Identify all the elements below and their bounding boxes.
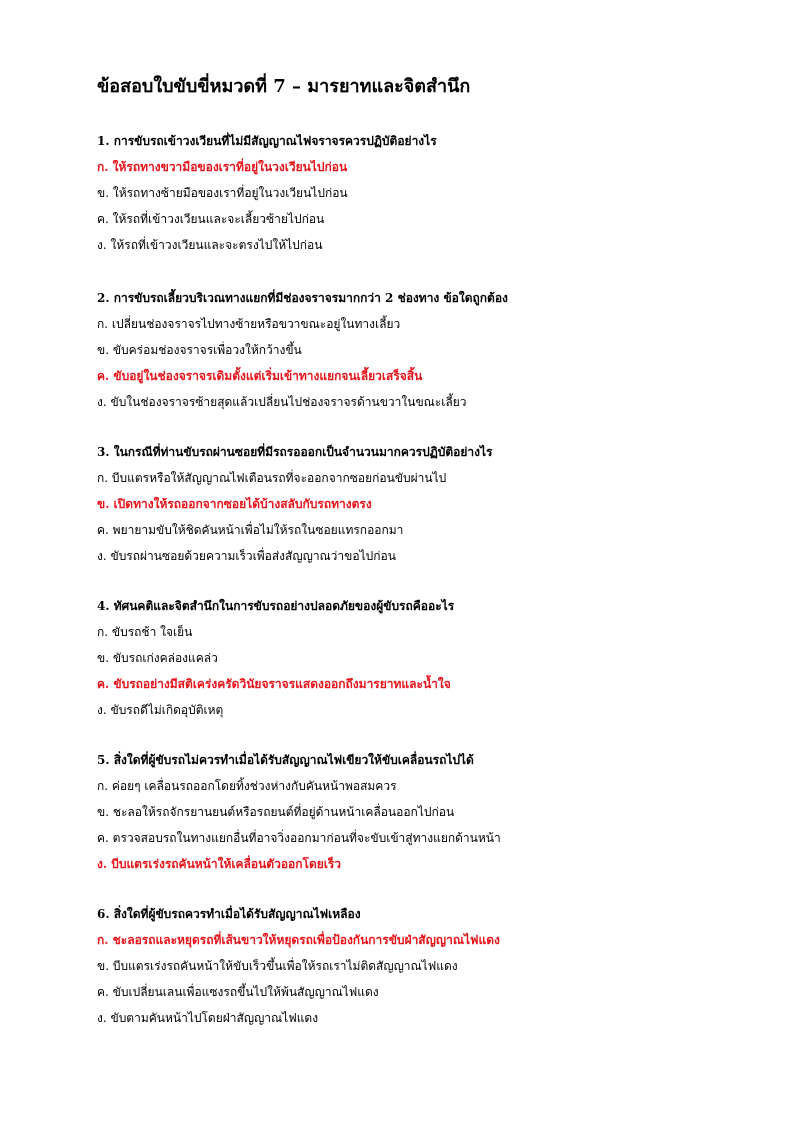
question-text: 1. การขับรถเข้าวงเวียนที่ไม่มีสัญญาณไฟจราจรควรปฏิบัติอย่างไร — [97, 134, 437, 148]
answer-option: ง. ขับรถผ่านซอยด้วยความเร็วเพื่อส่งสัญญาณว่าขอไปก่อน — [97, 549, 396, 563]
answer-option: ก. ค่อยๆ เคลื่อนรถออกโดยทิ้งช่วงห่างกับคันหน้าพอสมควร — [97, 779, 397, 793]
question-text: 2. การขับรถเลี้ยวบริเวณทางแยกที่มีช่องจราจรมากกว่า 2 ช่องทาง ข้อใดถูกต้อง — [97, 291, 508, 305]
answer-option: ง. ให้รถที่เข้าวงเวียนและจะตรงไปให้ไปก่อน — [97, 238, 323, 252]
correct-answer-option: ค. ขับอยู่ในช่องจราจรเดิมตั้งแต่เริ่มเข้าทางแยกจนเลี้ยวเสร็จสิ้น — [97, 369, 423, 383]
answer-option: ค. ขับเปลี่ยนเลนเพื่อแซงรถขึ้นไปให้พ้นสัญญาณไฟแดง — [97, 985, 379, 999]
answer-option: ก. บีบแตรหรือให้สัญญาณไฟเตือนรถที่จะออกจากซอยก่อนขับผ่านไป — [97, 471, 447, 485]
question-5 — [97, 747, 757, 877]
answer-option: ข. ขับรถเก่งคล่องแคล่ว — [97, 651, 218, 665]
answer-option: ค. ให้รถที่เข้าวงเวียนและจะเลี้ยวซ้ายไปก่อน — [97, 212, 325, 226]
question-4 — [97, 593, 757, 723]
correct-answer-option: ก. ชะลอรถและหยุดรถที่เส้นขาวให้หยุดรถเพื่อป้องกันการขับฝ่าสัญญาณไฟแดง — [97, 933, 500, 947]
answer-option: ก. เปลี่ยนช่องจราจรไปทางซ้ายหรือขวาขณะอยู่ในทางเลี้ยว — [97, 317, 401, 331]
question-text: 5. สิ่งใดที่ผู้ขับรถไม่ควรทำเมื่อได้รับสัญญาณไฟเขียวให้ขับเคลื่อนรถไปได้ — [97, 753, 474, 767]
answer-option: ง. ขับรถดีไม่เกิดอุบัติเหตุ — [97, 703, 224, 717]
correct-answer-option: ง. บีบแตรเร่งรถคันหน้าให้เคลื่อนตัวออกโดยเร็ว — [97, 857, 342, 871]
answer-option: ข. ให้รถทางซ้ายมือของเราที่อยู่ในวงเวียนไปก่อน — [97, 186, 348, 200]
question-text: 3. ในกรณีที่ท่านขับรถผ่านซอยที่มีรถรอออกเป็นจำนวนมากควรปฏิบัติอย่างไร — [97, 445, 493, 459]
question-2 — [97, 285, 757, 415]
question-text: 6. สิ่งใดที่ผู้ขับรถควรทำเมื่อได้รับสัญญาณไฟเหลือง — [97, 907, 361, 921]
correct-answer-option: ข. เปิดทางให้รถออกจากซอยได้บ้างสลับกับรถทางตรง — [97, 497, 372, 511]
answer-option: ค. พยายามขับให้ชิดคันหน้าเพื่อไม่ให้รถในซอยแทรกออกมา — [97, 523, 404, 537]
correct-answer-option: ค. ขับรถอย่างมีสติเคร่งครัดวินัยจราจรแสดงออกถึงมารยาทและน้ำใจ — [97, 677, 451, 691]
correct-answer-option: ก. ให้รถทางขวามือของเราที่อยู่ในวงเวียนไปก่อน — [97, 160, 348, 174]
answer-option: ง. ขับในช่องจราจรซ้ายสุดแล้วเปลี่ยนไปช่องจราจรด้านขวาในขณะเลี้ยว — [97, 395, 467, 409]
question-6 — [97, 901, 757, 1031]
answer-option: ก. ขับรถช้า ใจเย็น — [97, 625, 193, 639]
question-1 — [97, 128, 757, 258]
answer-option: ง. ขับตามคันหน้าไปโดยฝ่าสัญญาณไฟแดง — [97, 1011, 319, 1025]
question-text: 4. ทัศนคติและจิตสำนึกในการขับรถอย่างปลอดภัยของผู้ขับรถคืออะไร — [97, 599, 455, 613]
answer-option: ข. ชะลอให้รถจักรยานยนต์หรือรถยนต์ที่อยู่ด้านหน้าเคลื่อนออกไปก่อน — [97, 805, 455, 819]
question-3 — [97, 439, 757, 569]
answer-option: ข. บีบแตรเร่งรถคันหน้าให้ขับเร็วขึ้นเพื่อให้รถเราไม่ติดสัญญาณไฟแดง — [97, 959, 458, 973]
answer-option: ค. ตรวจสอบรถในทางแยกอื่นที่อาจวิ่งออกมาก่อนที่จะขับเข้าสู่ทางแยกด้านหน้า — [97, 831, 501, 845]
answer-option: ข. ขับคร่อมช่องจราจรเพื่อวงให้กว้างขึ้น — [97, 343, 302, 357]
document-title: ข้อสอบใบขับขี่หมวดที่ 7 – มารยาทและจิตสำนึก — [97, 76, 471, 97]
